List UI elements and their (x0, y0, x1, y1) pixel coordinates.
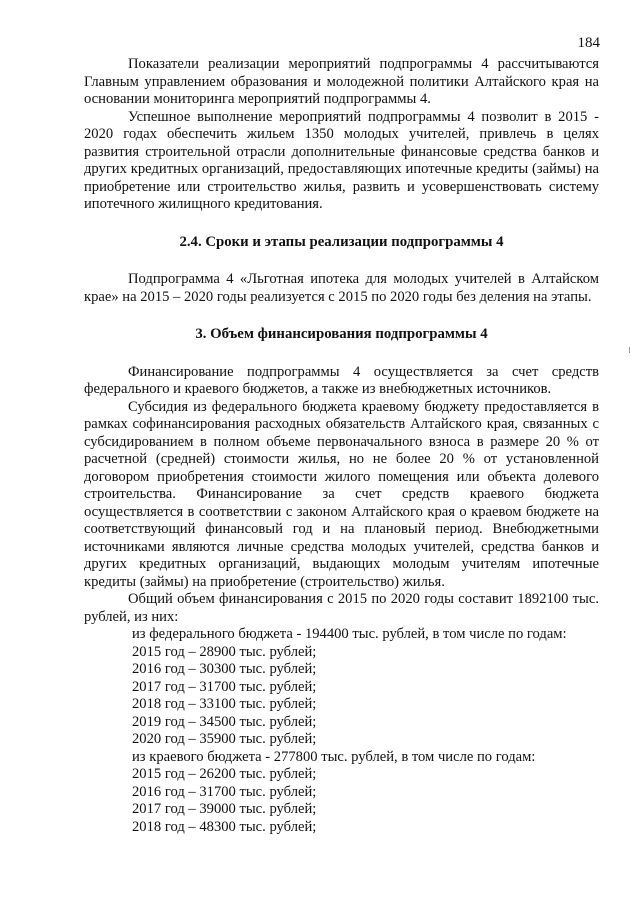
federal-budget-list (84, 626, 599, 749)
paragraph-subsidy: Субсидия из федерального бюджета краевому бюджету предоставляется в рамках софинансирования расходных обязательств Алтайского края, связанных с субсидированием в полном объеме первоначального взноса в размере 20 % от расчетной (средней) стоимости жилья, но не более 20 % от установленной договором приобретения стоимости жилого помещения или объекта долевого строительства. Финансирование за счет средств краевого бюджета осуществляется в соответствии с законом Алтайского края о краевом бюджете на соответствующий финансовый год и на плановый период. Внебюджетными источниками являются личные средства молодых учителей, средства банков и других кредитных организаций, выдающих молодым учителям ипотечные кредиты (займы) на приобретение (строительство) жилья. (84, 398, 599, 590)
paragraph-expected-results: Успешное выполнение мероприятий подпрограммы 4 позволит в 2015 - 2020 годах обеспечить жильем 1350 молодых учителей, привлечь в целях развития строительной отрасли дополнительные финансовые средства банков и других кредитных организаций, предоставляющих ипотечные кредиты (займы) на приобретение или строительство жилья, развить и усовершенствовать систему ипотечного жилищного кредитования. (84, 108, 599, 212)
section-heading-financing: 3. Объем финансирования подпрограммы 4 (195, 326, 488, 342)
federal-year-item: 2019 год – 34500 тыс. рублей; (132, 713, 317, 730)
document-body (84, 56, 599, 836)
federal-year-item: 2015 год – 28900 тыс. рублей; (132, 643, 317, 660)
regional-budget-intro: из краевого бюджета - 277800 тыс. рублей, в том числе по годам: (132, 748, 536, 765)
page-number: 184 (577, 35, 600, 51)
federal-budget-intro: из федерального бюджета - 194400 тыс. рублей, в том числе по годам: (132, 626, 567, 642)
scan-edge-mark (629, 347, 630, 353)
federal-year-item: 2020 год – 35900 тыс. рублей; (132, 731, 317, 747)
paragraph-total-financing: Общий объем финансирования с 2015 по 2020 годы составит 1892100 тыс. рублей, из них: (84, 591, 599, 625)
federal-year-item: 2018 год – 33100 тыс. рублей; (132, 696, 317, 712)
regional-year-item: 2015 год – 26200 тыс. рублей; (132, 766, 317, 782)
regional-year-item: 2017 год – 39000 тыс. рублей; (132, 801, 317, 817)
regional-year-item: 2018 год – 48300 тыс. рублей; (132, 818, 317, 835)
paragraph-financing-sources: Финансирование подпрограммы 4 осуществляется за счет средств федерального и краевого бюджетов, а также из внебюджетных источников. (84, 363, 599, 397)
federal-year-item: 2017 год – 31700 тыс. рублей; (132, 678, 317, 695)
regional-budget-list (84, 749, 599, 837)
section-heading-terms: 2.4. Сроки и этапы реализации подпрограммы 4 (179, 233, 504, 250)
paragraph-terms: Подпрограмма 4 «Льготная ипотека для молодых учителей в Алтайском крае» на 2015 – 2020 годы реализуется с 2015 по 2020 годы без деления на этапы. (84, 271, 599, 305)
federal-year-item: 2016 год – 30300 тыс. рублей; (132, 661, 317, 677)
regional-year-item: 2016 год – 31700 тыс. рублей; (132, 783, 317, 800)
paragraph-indicators: Показатели реализации мероприятий подпрограммы 4 рассчитываются Главным управлением образования и молодежной политики Алтайского края на основании мониторинга мероприятий подпрограммы 4. (84, 56, 599, 107)
